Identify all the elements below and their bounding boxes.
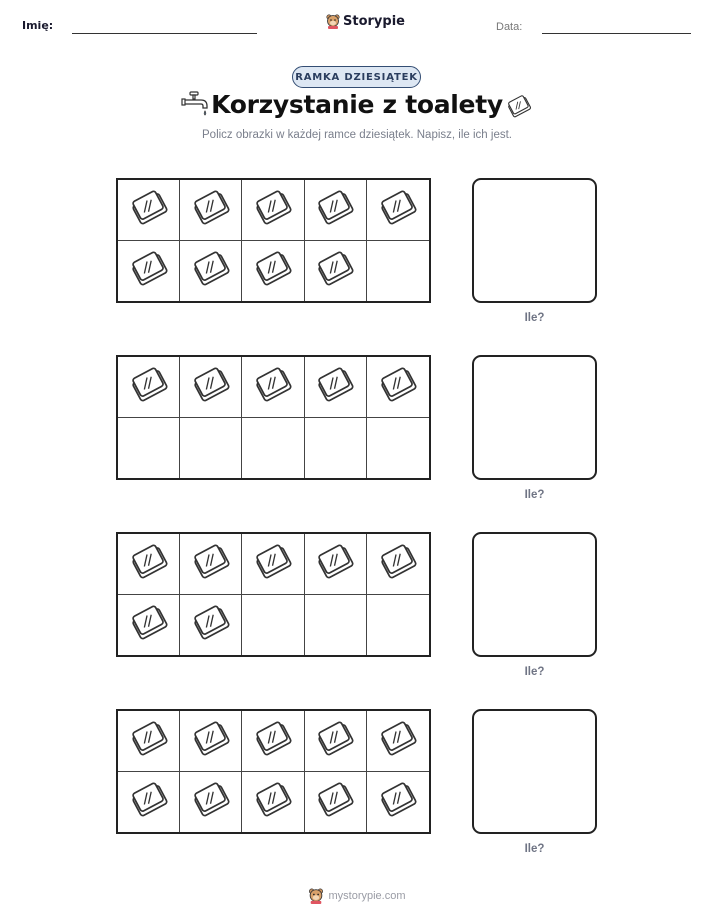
frame-cell (367, 357, 429, 418)
date-line[interactable] (542, 33, 691, 34)
mirror-icon (378, 364, 418, 409)
mirror-icon (129, 602, 169, 647)
frame-cell (180, 595, 242, 656)
frame-cell (180, 180, 242, 241)
ten-frame-4 (116, 709, 431, 834)
mirror-icon (253, 541, 293, 586)
frame-cell (242, 180, 304, 241)
frame-cell (180, 534, 242, 595)
frame-cell (242, 595, 304, 656)
answer-box-1[interactable] (472, 178, 597, 303)
frame-cell (180, 241, 242, 302)
frame-cell (118, 241, 180, 302)
mirror-icon (191, 602, 231, 647)
frame-cell (305, 241, 367, 302)
mirror-icon (253, 779, 293, 824)
frame-cell (118, 711, 180, 772)
answer-box-2[interactable] (472, 355, 597, 480)
frame-cell (305, 711, 367, 772)
mirror-icon (253, 718, 293, 763)
frame-cell (118, 772, 180, 833)
frame-cell (367, 418, 429, 479)
answer-label-4: Ile? (524, 843, 545, 855)
mirror-icon (315, 779, 355, 824)
frame-cell (367, 595, 429, 656)
frame-cell (305, 534, 367, 595)
frame-cell (305, 180, 367, 241)
frame-cell (242, 357, 304, 418)
ten-frame-1 (116, 178, 431, 303)
mirror-icon (191, 187, 231, 232)
mirror-icon (315, 541, 355, 586)
frame-cell (305, 595, 367, 656)
answer-label-2: Ile? (524, 489, 545, 501)
worksheet-type-badge: RAMKA DZIESIĄTEK (292, 66, 421, 88)
frame-cell (305, 357, 367, 418)
frame-cell (242, 241, 304, 302)
bear-mascot-icon (308, 887, 324, 904)
date-label: Data: (496, 21, 523, 33)
mirror-icon (129, 187, 169, 232)
mirror-icon (315, 364, 355, 409)
mirror-icon (378, 779, 418, 824)
frame-cell (242, 534, 304, 595)
frame-cell (118, 534, 180, 595)
frame-cell (305, 418, 367, 479)
ten-frame-2 (116, 355, 431, 480)
name-label: Imię: (22, 19, 54, 32)
instructions: Policz obrazki w każdej ramce dziesiątek. Napisz, ile ich jest. (202, 129, 512, 141)
mirror-icon (315, 248, 355, 293)
mirror-icon (129, 718, 169, 763)
frame-cell (242, 418, 304, 479)
page-title: Korzystanie z toalety (211, 90, 503, 119)
frame-cell (305, 772, 367, 833)
brand-name: Storypie (343, 13, 405, 29)
frame-cell (180, 357, 242, 418)
frame-cell (180, 418, 242, 479)
frame-cell (118, 357, 180, 418)
mirror-icon (191, 718, 231, 763)
frame-cell (180, 711, 242, 772)
mirror-icon (253, 364, 293, 409)
mirror-icon (315, 718, 355, 763)
mirror-icon (253, 187, 293, 232)
answer-label-1: Ile? (524, 312, 545, 324)
frame-cell (180, 772, 242, 833)
mirror-icon (129, 779, 169, 824)
bear-mascot-icon (326, 13, 340, 29)
mirror-icon (191, 779, 231, 824)
frame-cell (242, 711, 304, 772)
answer-box-4[interactable] (472, 709, 597, 834)
frame-cell (118, 180, 180, 241)
frame-cell (118, 418, 180, 479)
mirror-icon (129, 541, 169, 586)
answer-box-3[interactable] (472, 532, 597, 657)
answer-label-3: Ile? (524, 666, 545, 678)
footer (0, 887, 714, 904)
frame-cell (242, 772, 304, 833)
mirror-icon (191, 248, 231, 293)
mirror-icon (504, 93, 534, 119)
mirror-icon (315, 187, 355, 232)
frame-cell (367, 241, 429, 302)
frame-cell (367, 180, 429, 241)
mirror-icon (378, 718, 418, 763)
brand-logo (326, 13, 405, 29)
mirror-icon (191, 364, 231, 409)
mirror-icon (253, 248, 293, 293)
frame-cell (367, 534, 429, 595)
frame-cell (367, 711, 429, 772)
footer-url: mystorypie.com (328, 889, 406, 902)
frame-cell (118, 595, 180, 656)
mirror-icon (129, 248, 169, 293)
mirror-icon (378, 187, 418, 232)
mirror-icon (129, 364, 169, 409)
ten-frame-3 (116, 532, 431, 657)
name-line[interactable] (72, 33, 257, 34)
mirror-icon (191, 541, 231, 586)
mirror-icon (378, 541, 418, 586)
frame-cell (367, 772, 429, 833)
